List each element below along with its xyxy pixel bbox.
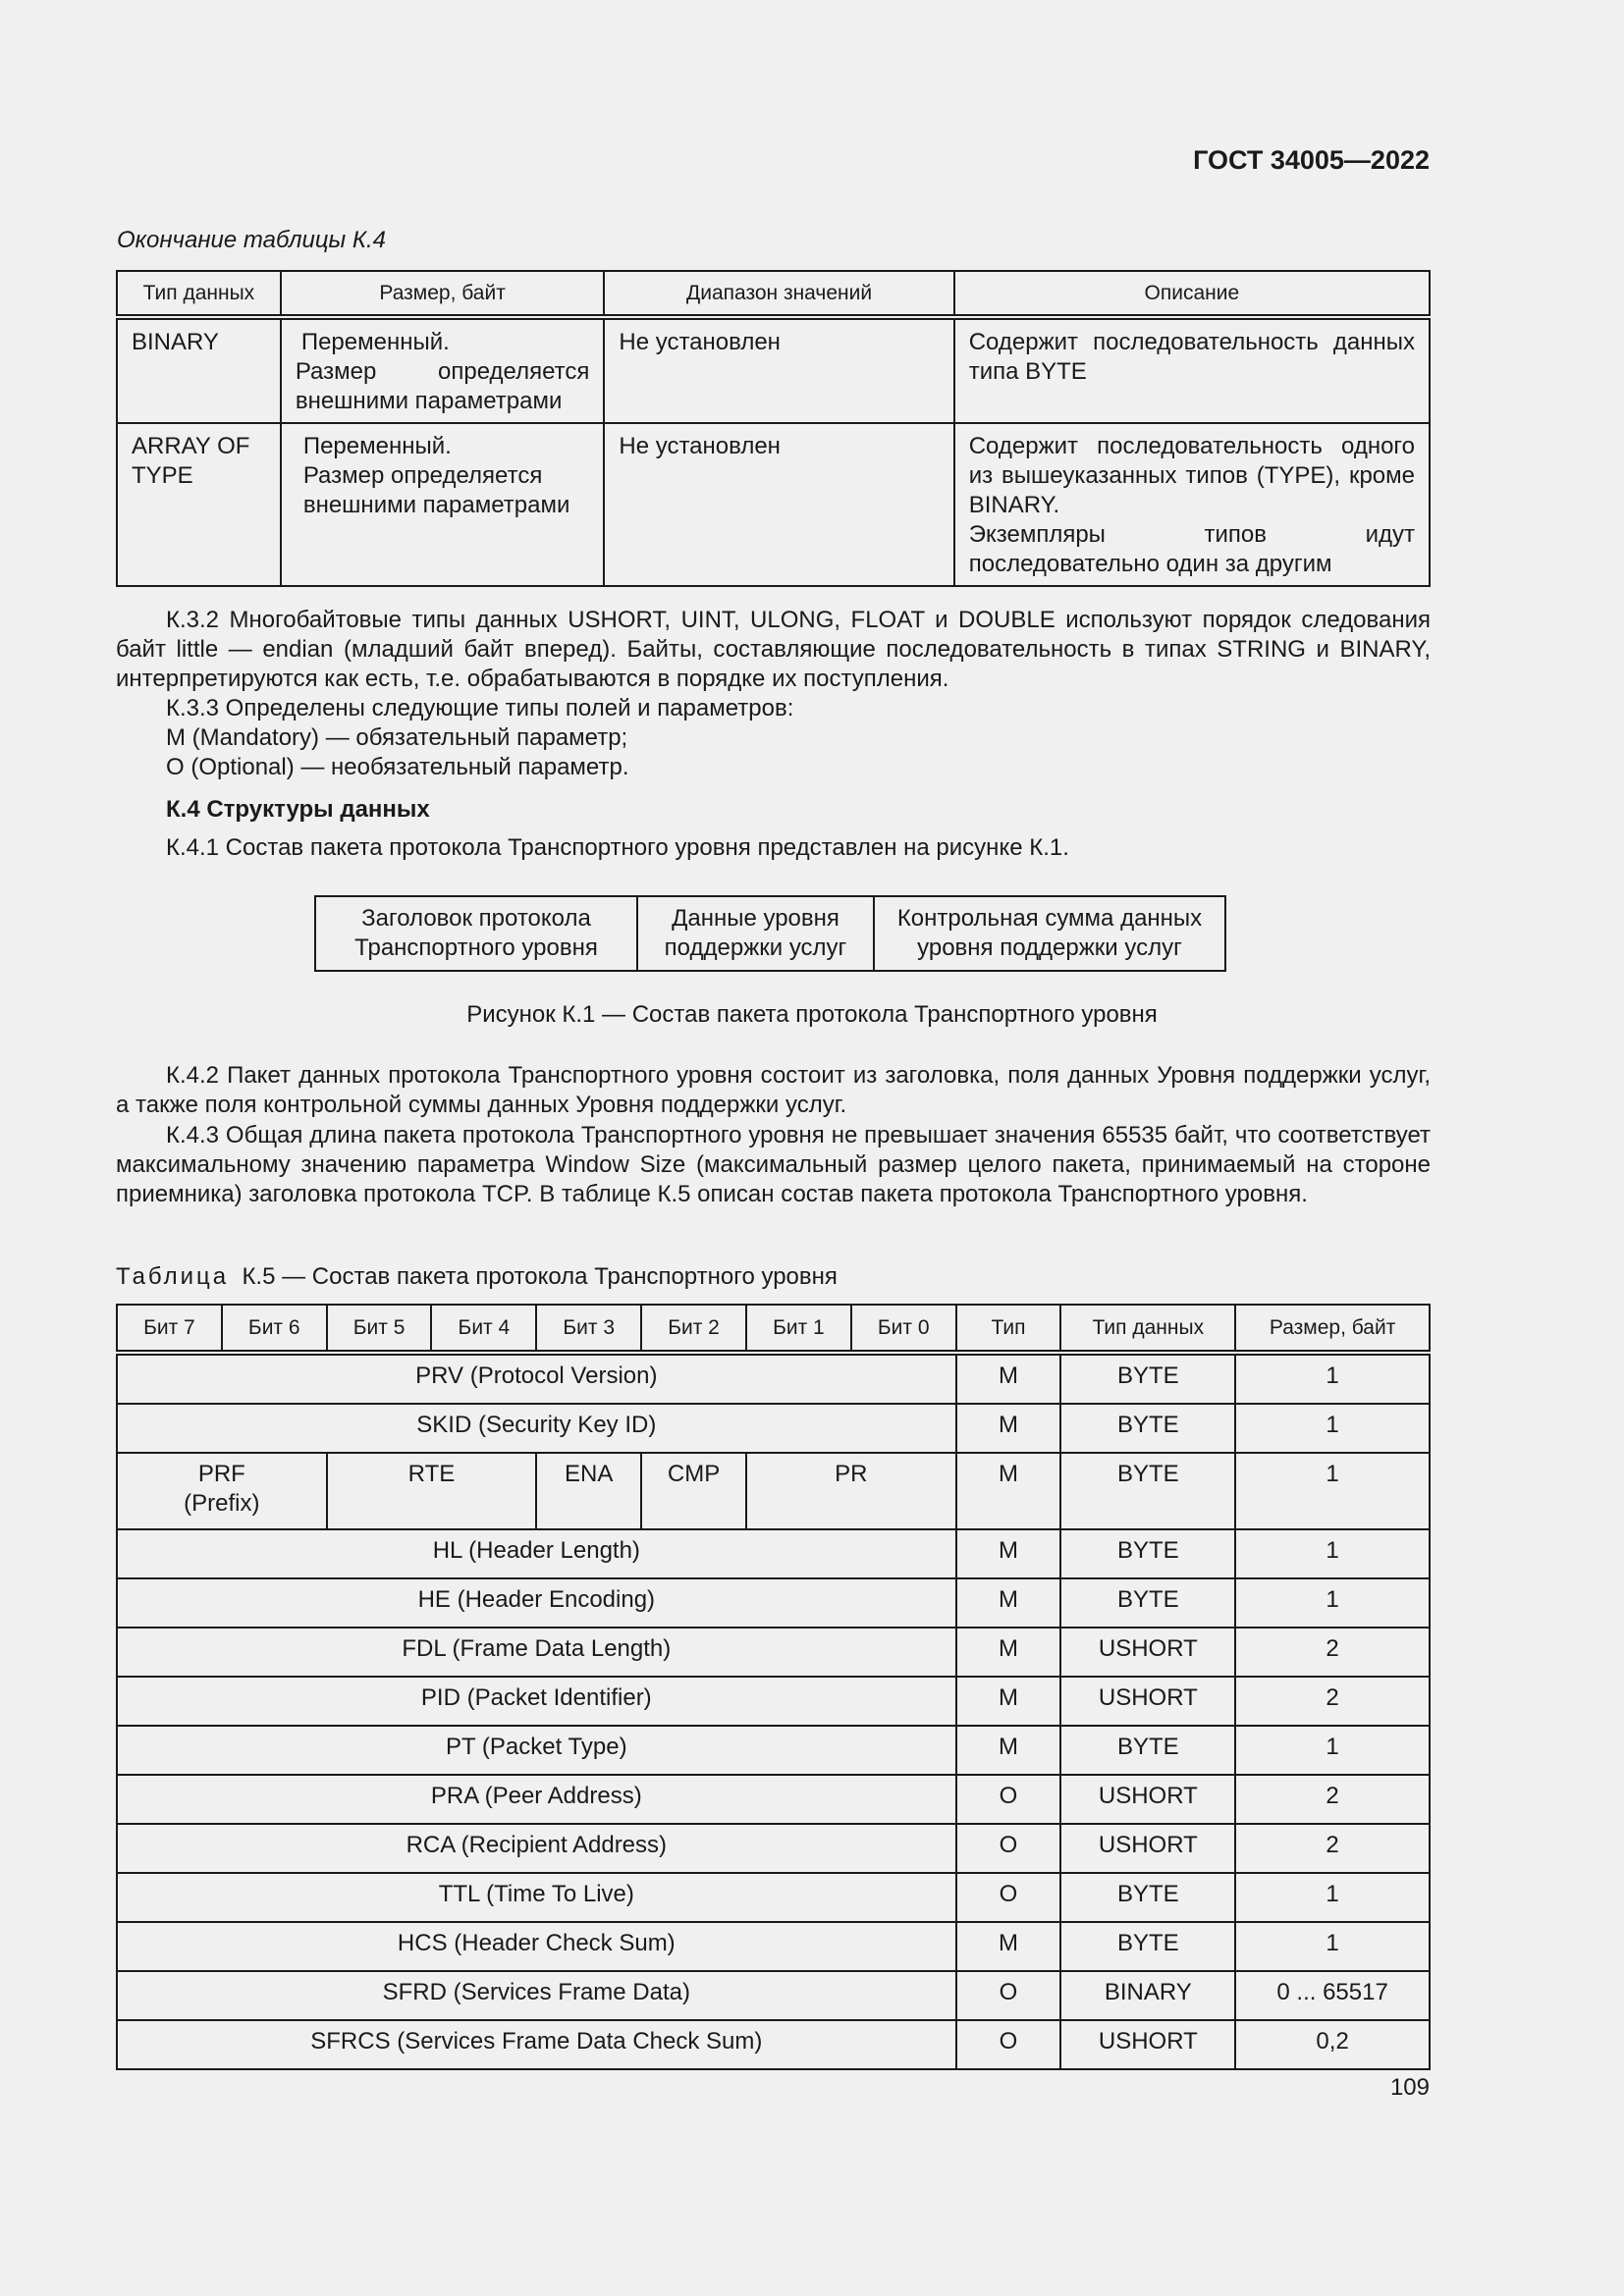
- field-prf-line: PRF: [197, 1461, 245, 1487]
- field-name: PT (Packet Type): [117, 1726, 956, 1775]
- field-pr: PR: [746, 1453, 956, 1529]
- table-row: [117, 1971, 1430, 2020]
- field-type: M: [956, 1404, 1061, 1453]
- field-size: 1: [1235, 1578, 1430, 1628]
- cell-size: [281, 423, 605, 586]
- field-type: M: [956, 1628, 1061, 1677]
- field-dtype: BYTE: [1060, 1922, 1235, 1971]
- figure-cell-line: Данные уровня: [672, 905, 839, 932]
- field-name: PRV (Protocol Version): [117, 1353, 956, 1404]
- field-type: M: [956, 1578, 1061, 1628]
- field-dtype: BYTE: [1060, 1404, 1235, 1453]
- col-header: Описание: [954, 271, 1430, 317]
- cell-line: Экземпляры типов идут последовательно один за другим: [968, 521, 1415, 577]
- field-name: HCS (Header Check Sum): [117, 1922, 956, 1971]
- field-dtype: BYTE: [1060, 1726, 1235, 1775]
- standard-number: ГОСТ 34005—2022: [1193, 145, 1430, 175]
- cell-line: Размер определяется внешними параметрами: [295, 358, 590, 414]
- field-type: M: [956, 1353, 1061, 1404]
- field-name: HE (Header Encoding): [117, 1578, 956, 1628]
- field-type: O: [956, 1824, 1061, 1873]
- field-size: 1: [1235, 1453, 1430, 1529]
- cell-type: ARRAY OF TYPE: [117, 423, 281, 586]
- field-size: 0 ... 65517: [1235, 1971, 1430, 2020]
- figure-cell-line: Контрольная сумма данных: [896, 905, 1203, 932]
- field-size: 1: [1235, 1353, 1430, 1404]
- field-name: SKID (Security Key ID): [117, 1404, 956, 1453]
- paragraph-optional: O (Optional) — необязательный параметр.: [166, 754, 629, 780]
- field-dtype: BINARY: [1060, 1971, 1235, 2020]
- field-name: RCA (Recipient Address): [117, 1824, 956, 1873]
- table-row: [117, 1775, 1430, 1824]
- paragraph-mandatory: M (Mandatory) — обязательный параметр;: [166, 724, 628, 751]
- figure-cell-line: Заголовок протокола: [361, 905, 591, 932]
- figure-cell-line: Транспортного уровня: [354, 934, 598, 961]
- paragraph-k42: К.4.2 Пакет данных протокола Транспортного уровня состоит из заголовка, поля данных Уровня поддержки услуг, а также поля контрольной суммы данных Уровня поддержки услуг.: [116, 1062, 1431, 1118]
- field-size: 1: [1235, 1726, 1430, 1775]
- col-header: Бит 6: [222, 1305, 327, 1353]
- cell-desc: [954, 423, 1430, 586]
- cell-range: Не установлен: [604, 317, 953, 423]
- field-size: 2: [1235, 1775, 1430, 1824]
- field-type: M: [956, 1529, 1061, 1578]
- field-dtype: USHORT: [1060, 1677, 1235, 1726]
- paragraph-k41: К.4.1 Состав пакета протокола Транспортного уровня представлен на рисунке К.1.: [166, 834, 1069, 861]
- figure-k1-diagram: [314, 895, 1226, 972]
- field-prf: [117, 1453, 327, 1529]
- table-row: [117, 1726, 1430, 1775]
- field-name: HL (Header Length): [117, 1529, 956, 1578]
- field-name: SFRCS (Services Frame Data Check Sum): [117, 2020, 956, 2069]
- paragraph-k43: К.4.3 Общая длина пакета протокола Транспортного уровня не превышает значения 65535 байт, что соответствует максимальному значению параметра Window Size (максимальный размер целого пакета, принимаемый на стороне приемника) заголовка протокола TCP. В таблице К.5 описан состав пакета протокола Транспортного уровня.: [116, 1122, 1431, 1207]
- table-row: [117, 1578, 1430, 1628]
- paragraph-k32: К.3.2 Многобайтовые типы данных USHORT, UINT, ULONG, FLOAT и DOUBLE используют порядок следования байт little — endian (младший байт вперед). Байты, составляющие последовательность в типах STRING и BINARY, интерпретируются как есть, т.е. обрабатываются в порядке их поступления.: [116, 607, 1431, 692]
- field-type: M: [956, 1677, 1061, 1726]
- table-k5: [116, 1304, 1431, 2070]
- field-type: O: [956, 1873, 1061, 1922]
- cell-line: Размер определяется внешними параметрами: [302, 462, 570, 518]
- page-number: 109: [1389, 2074, 1430, 2101]
- field-name: TTL (Time To Live): [117, 1873, 956, 1922]
- table-row: [117, 1404, 1430, 1453]
- col-header: Бит 0: [851, 1305, 956, 1353]
- cell-line: Переменный.: [302, 433, 452, 459]
- table-k5-caption-text: К.5 — Состав пакета протокола Транспортного уровня: [242, 1263, 838, 1290]
- field-type: O: [956, 1971, 1061, 2020]
- table-row: [117, 1353, 1430, 1404]
- field-size: 1: [1235, 1404, 1430, 1453]
- figure-cell-data: [637, 896, 874, 971]
- figure-cell-checksum: [874, 896, 1225, 971]
- col-header: Бит 7: [117, 1305, 222, 1353]
- field-dtype: USHORT: [1060, 2020, 1235, 2069]
- table-row: [117, 1922, 1430, 1971]
- col-header: Бит 3: [536, 1305, 641, 1353]
- table-row: [117, 423, 1430, 586]
- cell-line: Содержит последовательность одного из вышеуказанных типов (TYPE), кроме BINARY.: [968, 433, 1415, 518]
- field-ena: ENA: [536, 1453, 641, 1529]
- table-k4-caption: Окончание таблицы К.4: [117, 227, 387, 253]
- field-name: SFRD (Services Frame Data): [117, 1971, 956, 2020]
- field-name: PRA (Peer Address): [117, 1775, 956, 1824]
- field-dtype: USHORT: [1060, 1824, 1235, 1873]
- field-dtype: USHORT: [1060, 1628, 1235, 1677]
- field-type: M: [956, 1453, 1061, 1529]
- table-k4: [116, 270, 1431, 587]
- table-row: [117, 317, 1430, 423]
- col-header: Размер, байт: [1235, 1305, 1430, 1353]
- col-header: Бит 1: [746, 1305, 851, 1353]
- table-row: [117, 1677, 1430, 1726]
- cell-desc: Содержит последовательность данных типа BYTE: [954, 317, 1430, 423]
- field-cmp: CMP: [641, 1453, 746, 1529]
- col-header: Тип данных: [117, 271, 281, 317]
- col-header: Бит 5: [327, 1305, 432, 1353]
- figure-cell-line: уровня поддержки услуг: [917, 934, 1182, 961]
- field-dtype: USHORT: [1060, 1775, 1235, 1824]
- table-row: [117, 1628, 1430, 1677]
- col-header: Тип данных: [1060, 1305, 1235, 1353]
- table-row: [117, 1873, 1430, 1922]
- field-name: FDL (Frame Data Length): [117, 1628, 956, 1677]
- field-size: 2: [1235, 1824, 1430, 1873]
- field-type: O: [956, 1775, 1061, 1824]
- field-size: 1: [1235, 1922, 1430, 1971]
- figure-cell-line: поддержки услуг: [664, 934, 847, 961]
- field-prf-line: (Prefix): [184, 1490, 260, 1517]
- field-dtype: BYTE: [1060, 1873, 1235, 1922]
- cell-type: BINARY: [117, 317, 281, 423]
- field-dtype: BYTE: [1060, 1529, 1235, 1578]
- field-dtype: BYTE: [1060, 1578, 1235, 1628]
- table-row: [117, 1529, 1430, 1578]
- table-header-row: [117, 1305, 1430, 1353]
- field-type: M: [956, 1726, 1061, 1775]
- field-size: 1: [1235, 1873, 1430, 1922]
- table-header-row: [117, 271, 1430, 317]
- field-size: 2: [1235, 1628, 1430, 1677]
- figure-k1-caption: Рисунок К.1 — Состав пакета протокола Транспортного уровня: [466, 1001, 1158, 1028]
- table-k5-caption-word: Таблица: [116, 1263, 230, 1290]
- cell-line: Переменный.: [300, 329, 450, 355]
- col-header: Бит 2: [641, 1305, 746, 1353]
- cell-range: Не установлен: [604, 423, 953, 586]
- field-rte: RTE: [327, 1453, 537, 1529]
- col-header: Бит 4: [431, 1305, 536, 1353]
- table-row: [117, 2020, 1430, 2069]
- col-header: Тип: [956, 1305, 1061, 1353]
- section-heading-k4: К.4 Структуры данных: [166, 796, 430, 823]
- table-k5-caption: [116, 1262, 1431, 1292]
- col-header: Диапазон значений: [604, 271, 953, 317]
- field-dtype: BYTE: [1060, 1453, 1235, 1529]
- figure-cell-header: [315, 896, 637, 971]
- field-dtype: BYTE: [1060, 1353, 1235, 1404]
- field-type: O: [956, 2020, 1061, 2069]
- field-name: PID (Packet Identifier): [117, 1677, 956, 1726]
- field-size: 0,2: [1235, 2020, 1430, 2069]
- table-row: [117, 1824, 1430, 1873]
- field-size: 2: [1235, 1677, 1430, 1726]
- table-row: [117, 1453, 1430, 1529]
- paragraph-k33: К.3.3 Определены следующие типы полей и параметров:: [166, 695, 794, 721]
- figure-row: [315, 896, 1225, 971]
- col-header: Размер, байт: [281, 271, 605, 317]
- field-type: M: [956, 1922, 1061, 1971]
- cell-size: [281, 317, 605, 423]
- field-size: 1: [1235, 1529, 1430, 1578]
